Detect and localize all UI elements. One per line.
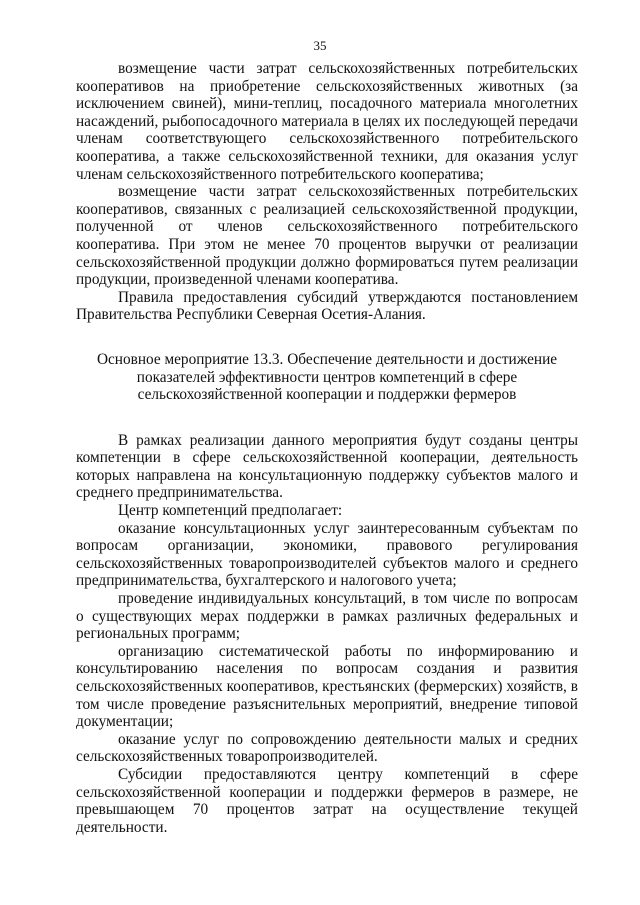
paragraph: возмещение части затрат сельскохозяйственных потребительских кооперативов, связанных с реализацией сельскохозяйственной продукции, полученной от членов сельскохозяйственного потребительского кооператива. При этом не менее 70 процентов выручки от реализации сельскохозяйственной продукции должно формироваться путем реализации продукции, произведенной членами кооператива. (76, 183, 578, 289)
list-item: оказание услуг по сопровождению деятельности малых и средних сельскохозяйственных товаропроизводителей. (76, 730, 578, 766)
page-number: 35 (313, 38, 327, 53)
section-heading (76, 351, 578, 404)
list-item: проведение индивидуальных консультаций, в том числе по вопросам о существующих мерах поддержки в рамках различных федеральных и региональных программ; (76, 590, 578, 643)
paragraph: Центр компетенций предполагает: (118, 502, 343, 520)
paragraph: Субсидии предоставляются центру компетенций в сфере сельскохозяйственной кооперации и поддержки фермеров в размере, не превышающем 70 процентов затрат на осуществление текущей деятельности. (76, 765, 578, 836)
section-heading-line: показателей эффективности центров компетенций в сфере сельскохозяйственной кооперации и поддержки фермеров (136, 368, 518, 404)
section-heading-line: Основное мероприятие 13.3. Обеспечение деятельности и достижение (96, 350, 558, 368)
paragraph: Правила предоставления субсидий утверждаются постановлением Правительства Республики Северная Осетия-Алания. (76, 288, 578, 324)
list-item: организацию систематической работы по информированию и консультированию населения по вопросам создания и развития сельскохозяйственных кооперативов, крестьянских (фермерских) хозяйств, в том числе проведение разъяснительных мероприятий, внедрение типовой документации; (76, 642, 578, 731)
document-body (76, 60, 578, 836)
paragraph: возмещение части затрат сельскохозяйственных потребительских кооперативов на приобретение сельскохозяйственных животных (за исключением свиней), мини-теплиц, посадочного материала многолетних насаждений, рыбопосадочного материала в целях их последующей передачи членам соответствующего сельскохозяйственного потребительского кооператива, а также сельскохозяйственной техники, для оказания услуг членам сельскохозяйственного потребительского кооператива; (76, 60, 578, 183)
paragraph: В рамках реализации данного мероприятия будут созданы центры компетенции в сфере сельскохозяйственной кооперации, деятельность которых направлена на консультационную поддержку субъектов малого и среднего предпринимательства. (76, 431, 578, 502)
list-item: оказание консультационных услуг заинтересованным субъектам по вопросам организации, экономики, правового регулирования сельскохозяйственных товаропроизводителей субъектов малого и среднего предпринимательства, бухгалтерского и налогового учета; (76, 519, 578, 590)
